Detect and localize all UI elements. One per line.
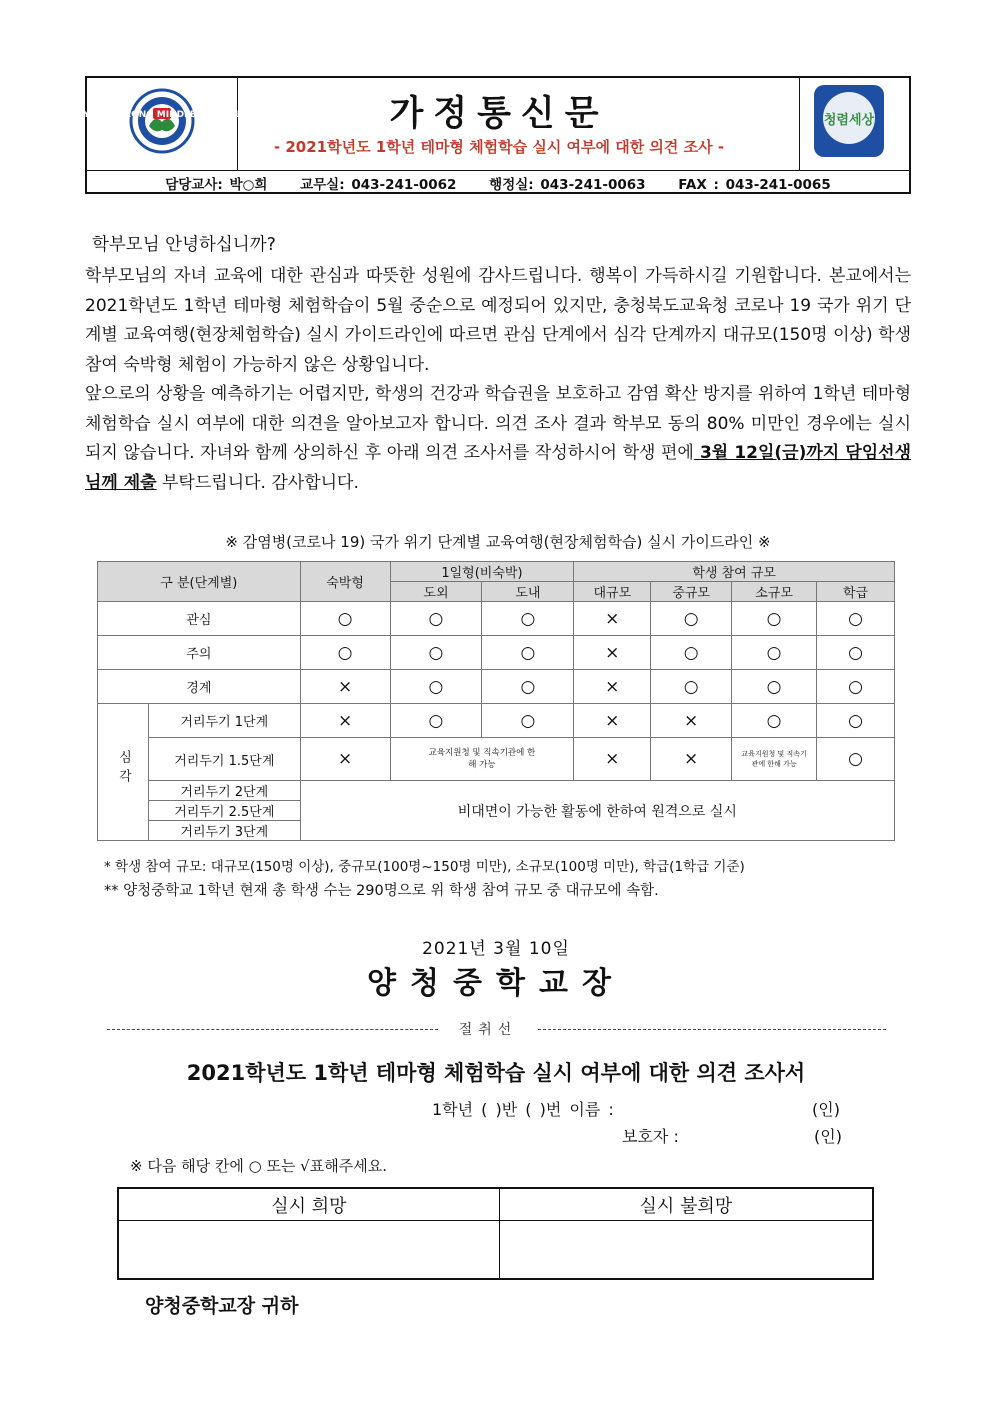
option-no-header: 실시 불희망 [499,1188,873,1221]
table-row [98,704,895,738]
addressee: 양청중학교장 귀하 [145,1295,299,1317]
stage-label: 거리두기 1.5단계 [148,738,300,781]
fax-number: FAX : 043-241-0065 [678,177,831,193]
cut-line-right [538,1029,886,1030]
header-outside: 도외 [390,582,482,602]
header-day-trip: 1일형(비숙박) [390,562,574,582]
header-small: 소규모 [732,582,817,602]
mark-cell: ○ [390,602,482,636]
mark-cell: ○ [732,602,817,636]
stage-label: 거리두기 2단계 [148,781,300,801]
page-title: 가정통신문 [389,93,609,134]
mark-cell: ○ [817,636,895,670]
stage-label: 거리두기 1단계 [148,704,300,738]
cut-line-left [107,1029,438,1030]
mark-cell: ○ [817,602,895,636]
header-medium: 중규모 [651,582,732,602]
teacher-contact: 담당교사: 박○희 [165,177,268,193]
cut-line-label: 절취선 [458,1022,518,1038]
contact-line [87,173,909,193]
mark-cell: ○ [817,670,895,704]
mark-cell: × [574,636,651,670]
stage-label: 거리두기 2.5단계 [148,801,300,821]
header-large: 대규모 [574,582,651,602]
header-class: 학급 [817,582,895,602]
mark-cell: ○ [300,602,390,636]
mark-cell: ○ [390,704,482,738]
school-logo-icon [83,88,241,154]
mark-cell: × [574,670,651,704]
day-trip-note: 교육지원청 및 직속기관에 한해 가능 [428,748,536,770]
table-row [98,738,895,781]
student-info-field[interactable]: 1학년 ( )반 ( )번 이름 : [432,1100,614,1119]
logo-letter: YANGCHEONG MIDDLE SCHOOL [83,110,241,120]
footnote-1: * 학생 참여 규모: 대규모(150명 이상), 중규모(100명~150명 미만), 소규모(100명 미만), 학급(1학급 기준) [104,859,745,875]
mark-cell: ○ [482,602,574,636]
mark-cell: ○ [482,670,574,704]
stage-label: 관심 [98,602,301,636]
guardian-seal: (인) [814,1127,842,1146]
mark-cell: ○ [732,636,817,670]
footnote-2: ** 양청중학교 1학년 현재 총 학생 수는 290명으로 위 학생 참여 규모 중 대규모에 속함. [104,883,659,899]
table-row [98,670,895,704]
mark-cell: × [574,602,651,636]
survey-table [117,1187,874,1280]
integrity-logo-icon [813,84,885,158]
mark-cell: ○ [390,670,482,704]
serious-label [98,704,149,841]
stage-label: 주의 [98,636,301,670]
header-scale: 학생 참여 규모 [574,562,895,582]
letter-text: 앞으로의 상황을 예측하기는 어렵지만, 학생의 건강과 학습권을 보호하고 감염 확산 방지를 위하여 1학년 테마형 체험학습 실시 여부에 대한 의견을 알아보고자 합니다. 의견 조사 결과 학부모 동의 80% 미만인 경우에는 실시되지 않습니다. 자녀와 함께 상의하신 후 아래 의견 조사서를 작성하시어 학생 편에 [85,384,911,464]
greeting: 학부모님 안녕하십니까? [92,235,276,255]
serious-label-text: 심각 [115,749,131,788]
header-overnight: 숙박형 [300,562,390,602]
header-inside: 도내 [482,582,574,602]
option-no-checkbox[interactable] [499,1221,873,1280]
issue-date: 2021년 3월 10일 [422,939,570,959]
stage-label: 거리두기 3단계 [148,821,300,841]
mark-cell: ○ [300,636,390,670]
header-box [85,76,911,194]
table-row [98,781,895,801]
mark-cell: ○ [817,704,895,738]
mark-cell: × [300,738,390,781]
admin-office-phone: 행정실: 043-241-0063 [489,177,646,193]
mark-cell: ○ [482,636,574,670]
header-divider [799,78,800,170]
letter-paragraph-1: 학부모님의 자녀 교육에 대한 관심과 따뜻한 성원에 감사드립니다. 행복이 가득하시길 기원합니다. 본교에서는 2021학년도 1학년 테마형 체험학습이 5월 중순으로 예정되어 있지만, 충청북도교육청 코로나 19 국가 위기 단계별 교육여행(현장체험학습) 실시 가이드라인에 따르면 관심 단계에서 심각 단계까지 대규모(150명 이상) 학생 참여 숙박형 체험이 가능하지 않은 상황입니다. [85,266,911,375]
mark-cell: ○ [390,636,482,670]
note-cell [732,738,817,781]
guardian-field[interactable]: 보호자 : [622,1127,679,1146]
mark-cell: ○ [651,670,732,704]
mark-cell: × [574,704,651,738]
mark-cell: ○ [732,670,817,704]
survey-title: 2021학년도 1학년 테마형 체험학습 실시 여부에 대한 의견 조사서 [186,1061,806,1085]
header-divider [87,170,909,171]
survey-instruction: ※ 다음 해당 칸에 ○ 또는 √표해주세요. [130,1157,387,1175]
deadline-emphasis: 3월 12일(금)까지 담임선생님께 제출 [85,443,912,493]
mark-cell: × [574,738,651,781]
header-stage: 구 분(단계별) [98,562,301,602]
mark-cell: × [300,670,390,704]
guideline-table [97,561,895,841]
principal-signature: 양청중학교장 [367,966,625,1001]
mark-cell: ○ [651,636,732,670]
teachers-office-phone: 교무실: 043-241-0062 [300,177,457,193]
remote-note: 비대면이 가능한 활동에 한하여 원격으로 실시 [300,781,894,841]
page-subtitle: - 2021학년도 1학년 테마형 체험학습 실시 여부에 대한 의견 조사 - [273,138,725,156]
letter-paragraph-2 [85,380,911,498]
student-seal: (인) [812,1100,840,1119]
mark-cell: × [651,704,732,738]
mark-cell: ○ [817,738,895,781]
option-yes-checkbox[interactable] [118,1221,499,1280]
mark-cell: ○ [651,602,732,636]
table-row [98,602,895,636]
table-row [98,636,895,670]
mark-cell: ○ [482,704,574,738]
option-yes-header: 실시 희망 [118,1188,499,1221]
mark-cell: × [300,704,390,738]
note-cell [390,738,574,781]
letter-text: 부탁드립니다. 감사합니다. [156,472,359,493]
integrity-logo-text: 청렴세상 [823,113,875,128]
stage-label: 경계 [98,670,301,704]
small-scale-note: 교육지원청 및 직속기관에 한해 가능 [741,750,807,768]
mark-cell: ○ [732,704,817,738]
guideline-title: ※ 감염병(코로나 19) 국가 위기 단계별 교육여행(현장체험학습) 실시 가이드라인 ※ [225,533,771,551]
mark-cell: × [651,738,732,781]
